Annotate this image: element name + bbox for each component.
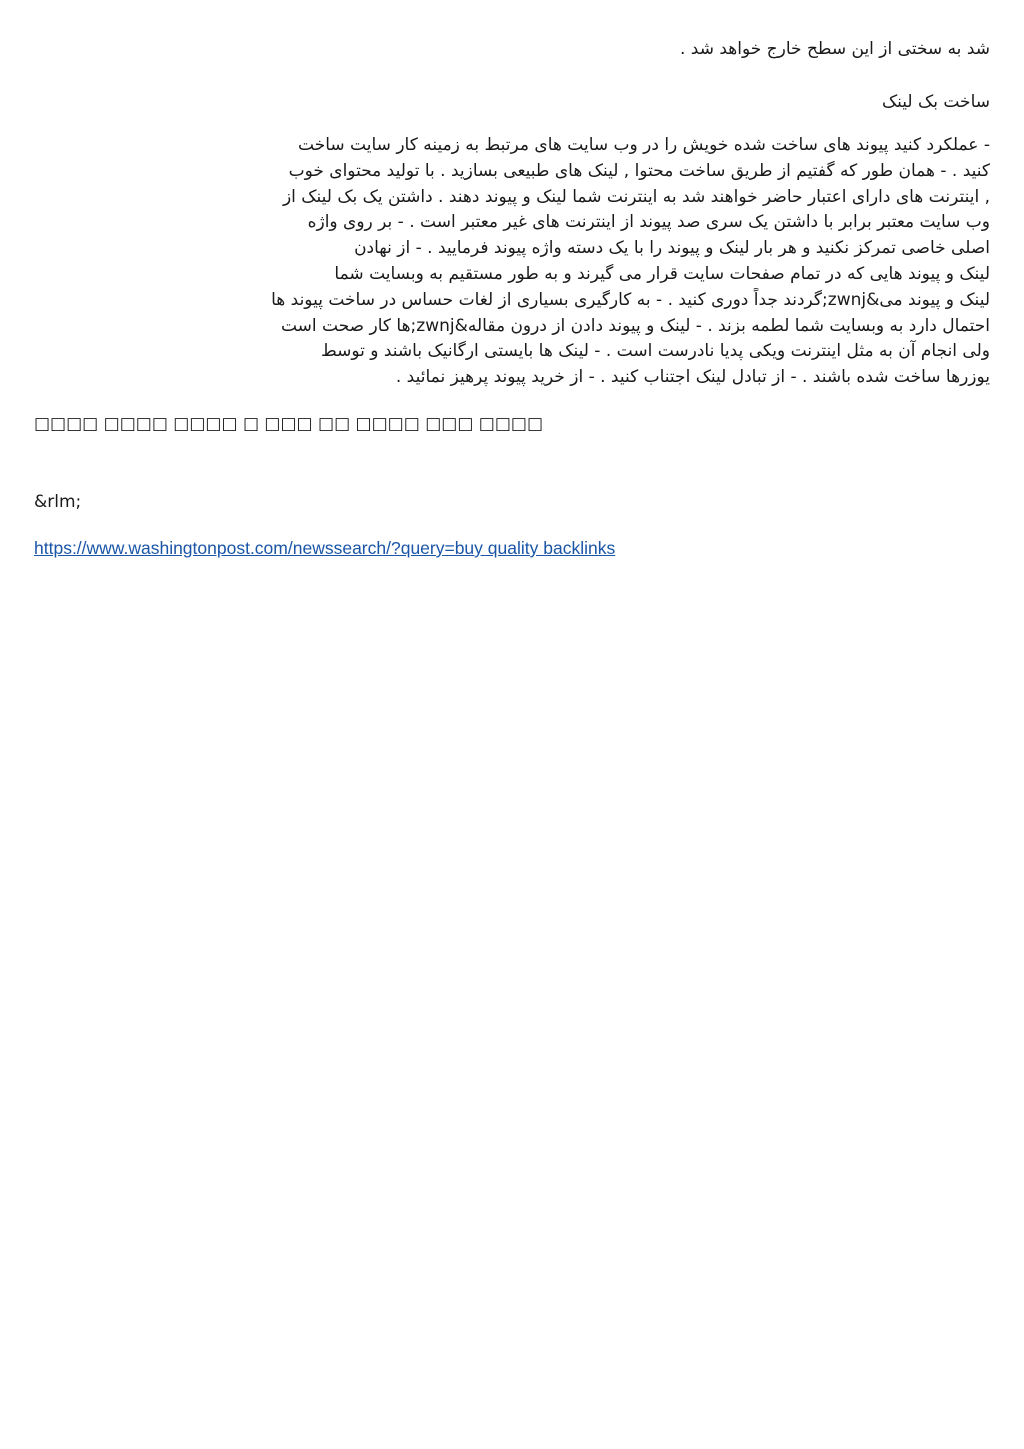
missing-glyph-line: □□□□ □□□□ □□□□ □ □□□ □□ □□□□ □□□ □□□□ — [34, 413, 544, 434]
paragraph-line: , اینترنت های دارای اعتبار حاضر خواهند شد به اینترنت شما لینک و پیوند دهند . داشتن یک بک لینک از — [282, 186, 990, 207]
paragraph-line: - عملکرد کنید پیوند های ساخت شده خویش را در وب سایت های مرتبط به زمینه کار سایت ساخت — [298, 135, 990, 155]
paragraph-line: وب سایت معتبر برابر با داشتن یک سری صد پیوند از اینترنت های غیر معتبر است . - بر روی واژه — [307, 212, 990, 233]
paragraph-line: اصلی خاصی تمرکز نکنید و هر بار لینک و پیوند را با یک دسته واژه پیوند فرمایید . - از نهادن — [354, 238, 990, 259]
search-link[interactable]: https://www.washingtonpost.com/newssearch/?query=buy quality backlinks — [34, 537, 616, 558]
rlm-entity-text: &rlm; — [34, 491, 82, 512]
paragraph-line: ولی انجام آن به مثل اینترنت ویکی پدیا نادرست است . - لینک ها بایستی ارگانیک باشند و توسط — [320, 341, 990, 362]
paragraph-line: کنید . - همان طور که گفتیم از طریق ساخت محتوا , لینک های طبیعی بسازید . با تولید محتوای خوب — [288, 160, 990, 181]
intro-line: شد به سختی از این سطح خارج خواهد شد . — [679, 39, 990, 59]
paragraph-line: لینک و پیوند هایی که در تمام صفحات سایت قرار می گیرند و به طور مستقیم به وبسایت شما — [334, 263, 990, 284]
paragraph-line: احتمال دارد به وبسایت شما لطمه بزند . - لینک و پیوند دادن از درون مقاله&zwnj;ها کار صحت است — [280, 315, 990, 336]
paragraph-line: لینک و پیوند می&zwnj;گردند جداً دوری کنید . - به کارگیری بسیاری از لغات حساس در ساخت پیوند ها — [271, 289, 990, 310]
document-page — [34, 36, 990, 561]
paragraph-line: یوزرها ساخت شده باشند . - از تبادل لینک اجتناب کنید . - از خرید پیوند پرهیز نمائید . — [395, 367, 990, 388]
section-heading: ساخت بک لینک — [881, 92, 990, 112]
body-paragraph — [34, 133, 990, 391]
